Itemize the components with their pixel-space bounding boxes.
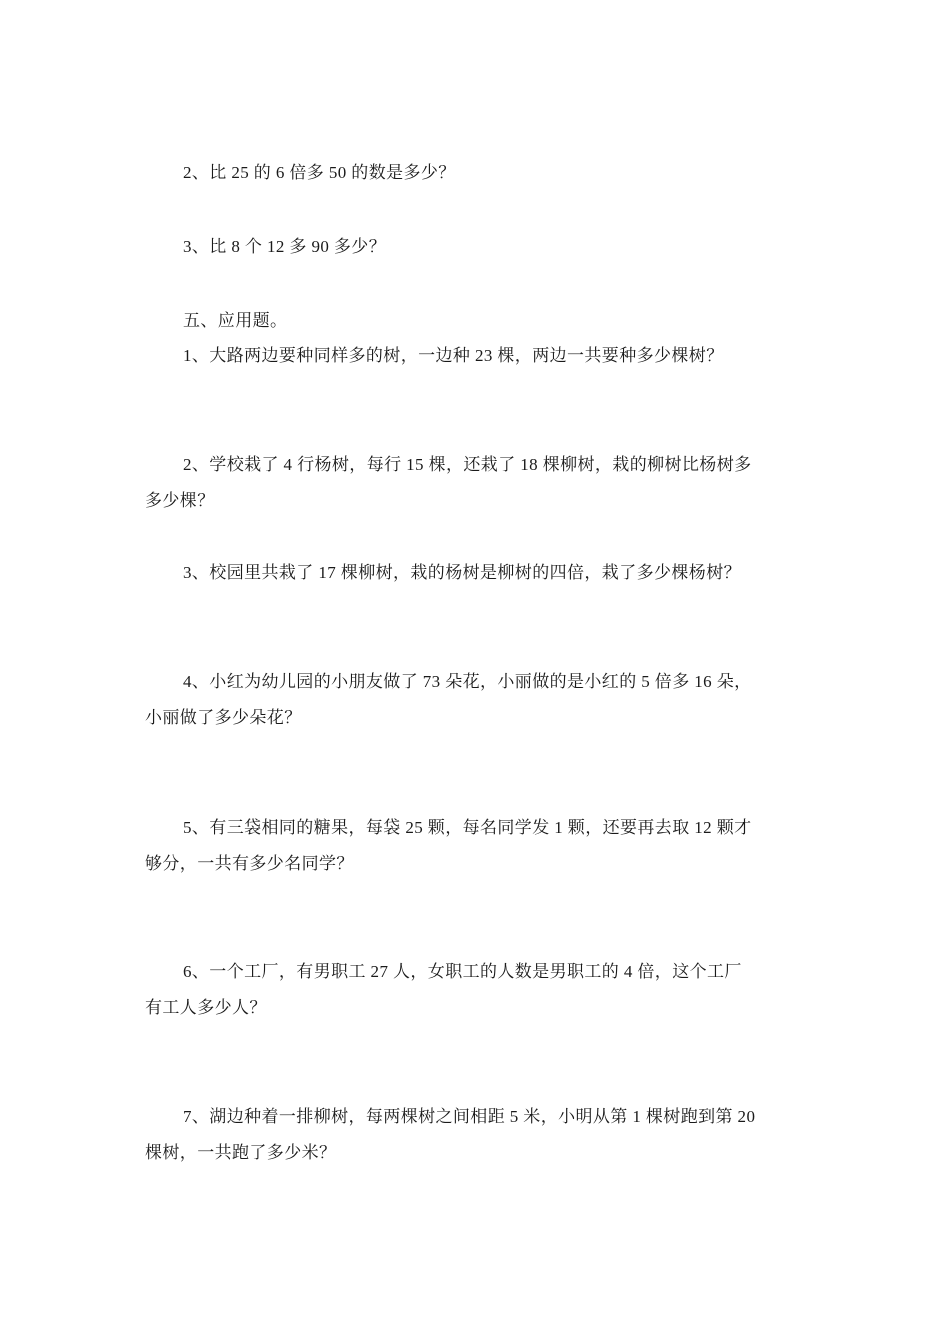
word-problem-7-line2: 棵树，一共跑了多少米？ [145, 1143, 337, 1162]
calc-question-2: 2、比 25 的 6 倍多 50 的数是多少？ [183, 163, 456, 182]
word-problem-7-line1: 7、湖边种着一排柳树，每两棵树之间相距 5 米，小明从第 1 棵树跑到第 20 [183, 1107, 756, 1126]
section-heading: 五、应用题。 [183, 311, 288, 330]
word-problem-6-line1: 6、一个工厂，有男职工 27 人，女职工的人数是男职工的 4 倍，这个工厂 [183, 962, 742, 981]
word-problem-1: 1、大路两边要种同样多的树，一边种 23 棵，两边一共要种多少棵树？ [183, 346, 724, 365]
word-problem-5-line1: 5、有三袋相同的糖果，每袋 25 颗，每名同学发 1 颗，还要再去取 12 颗才 [183, 818, 752, 837]
word-problem-4-line1: 4、小红为幼儿园的小朋友做了 73 朵花，小丽做的是小红的 5 倍多 16 朵， [183, 672, 752, 691]
word-problem-5-line2: 够分，一共有多少名同学？ [145, 854, 354, 873]
calc-question-3: 3、比 8 个 12 多 90 多少？ [183, 237, 387, 256]
word-problem-2-line1: 2、学校栽了 4 行杨树，每行 15 棵，还栽了 18 棵柳树，栽的柳树比杨树多 [183, 455, 752, 474]
word-problem-6-line2: 有工人多少人？ [145, 998, 267, 1017]
word-problem-2-line2: 多少棵？ [145, 491, 215, 510]
word-problem-4-line2: 小丽做了多少朵花？ [145, 708, 302, 727]
word-problem-3: 3、校园里共栽了 17 棵柳树，栽的杨树是柳树的四倍，栽了多少棵杨树？ [183, 563, 741, 582]
